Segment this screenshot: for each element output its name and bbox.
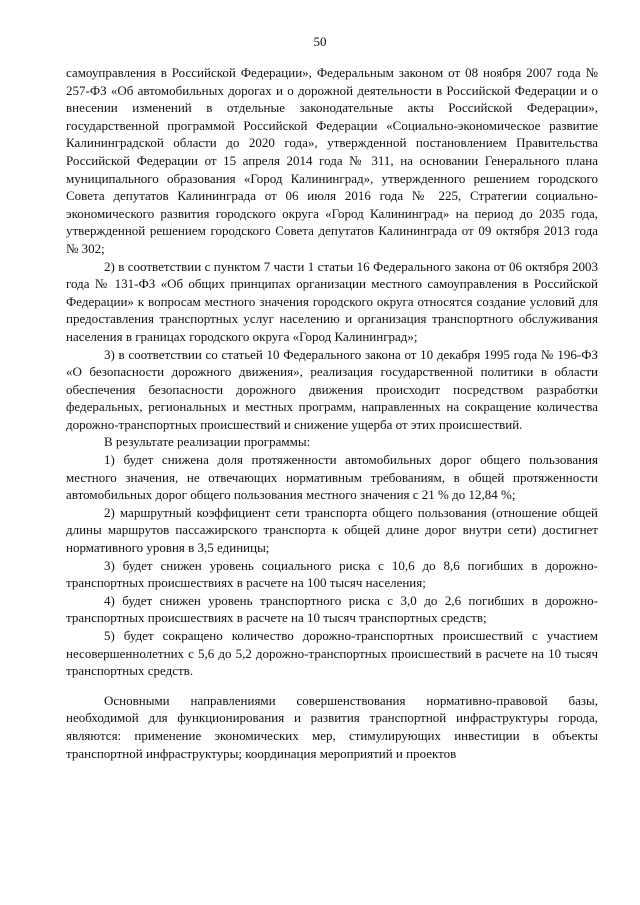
paragraph-results-intro: В результате реализации программы: bbox=[104, 434, 311, 450]
body-text bbox=[66, 64, 598, 762]
paragraph-result-2: 2) маршрутный коэффициент сети транспорта общего пользования (отношение общей длины маршрутов пассажирского транспорта к общей длине дорог внутри сети) достигнет нормативного уровня в 3,5 единицы; bbox=[66, 504, 598, 556]
paragraph-legal-basis-continued: самоуправления в Российской Федерации», Федеральным законом от 08 ноября 2007 года № 257-ФЗ «Об автомобильных дорогах и о дорожной деятельности в Российской Федерации и о внесении изменений в отдельные законодательные акты Российской Федерации», государственной программой Российской Федерации «Социально-экономическое развитие Калининградской области до 2020 года», утвержденной постановлением Правительства Российской Федерации от 15 апреля 2014 года № 311, на основании Генерального плана муниципального образования «Город Калининград», утвержденного решением городского Совета депутатов Калининграда от 06 июля 2016 года № 225, Стратегии социально-экономического развития городского округа «Город Калининград» на период до 2035 года, утвержденной решением городского Совета депутатов Калининграда от 09 октября 2013 года № 302; bbox=[66, 65, 598, 256]
paragraph-result-3: 3) будет снижен уровень социального риска с 10,6 до 8,6 погибших в дорожно-транспортных происшествиях в расчете на 100 тысяч населения; bbox=[66, 557, 598, 591]
page-number: 50 bbox=[313, 34, 327, 49]
paragraph-item-3-road-safety: 3) в соответствии со статьей 10 Федерального закона от 10 декабря 1995 года № 196-ФЗ «О безопасности дорожного движения», реализация государственной политики в области обеспечения безопасности дорожного движения происходит посредством разработки федеральных, региональных и местных программ, направленных на сокращение количества дорожно-транспортных происшествий и снижение ущерба от этих происшествий. bbox=[66, 346, 598, 432]
paragraph-result-1: 1) будет снижена доля протяженности автомобильных дорог общего пользования местного значения, не отвечающих нормативным требованиям, в общей протяженности автомобильных дорог общего пользования местного значения с 21 % до 12,84 %; bbox=[66, 452, 598, 503]
paragraph-main-directions: Основными направлениями совершенствования нормативно-правовой базы, необходимой для функционирования и развития транспортной инфраструктуры города, являются: применение экономических мер, стимулирующих инвестиции в объекты транспортной инфраструктуры; координация мероприятий и проектов bbox=[66, 692, 598, 761]
paragraph-item-2-local-authority: 2) в соответствии с пунктом 7 части 1 статьи 16 Федерального закона от 06 октября 2003 года № 131-ФЗ «Об общих принципах организации местного самоуправления в Российской Федерации» к вопросам местного значения городского округа относятся создание условий для предоставления транспортных услуг населению и организация транспортного обслуживания населения в границах городского округа «Город Калининград»; bbox=[66, 258, 598, 344]
paragraph-result-5: 5) будет сокращено количество дорожно-транспортных происшествий с участием несовершеннолетних с 5,6 до 5,2 дорожно-транспортных происшествий в расчете на 10 тысяч транспортных средств. bbox=[66, 628, 598, 679]
paragraph-result-4: 4) будет снижен уровень транспортного риска с 3,0 до 2,6 погибших в дорожно-транспортных происшествиях в расчете на 10 тысяч транспортных средств; bbox=[66, 592, 598, 626]
